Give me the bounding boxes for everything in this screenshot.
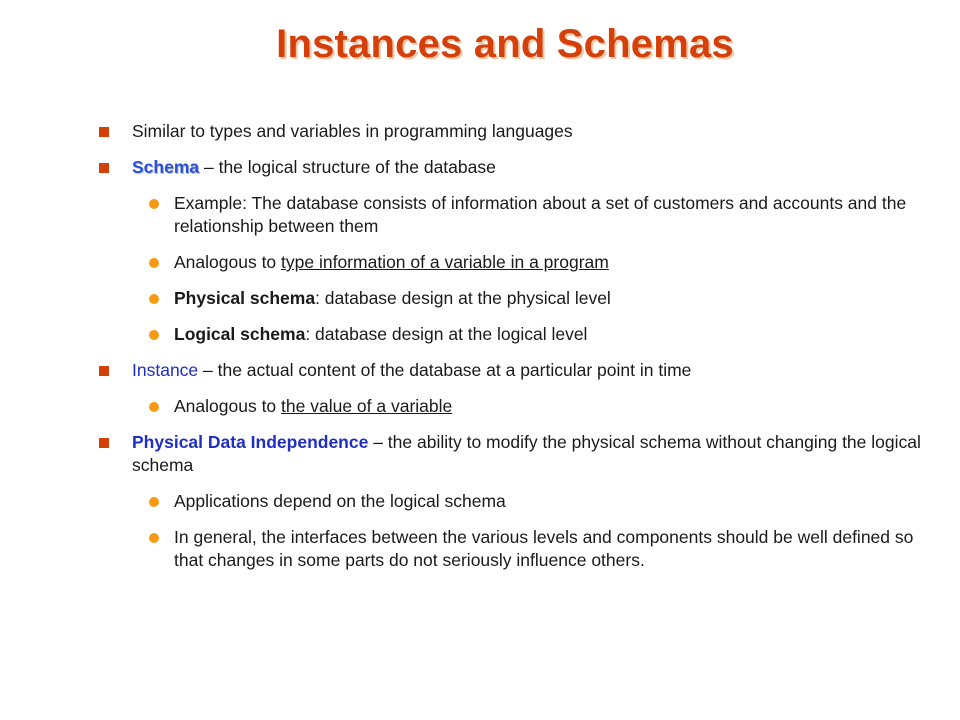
bullet-text: Similar to types and variables in programming languages [132, 121, 573, 141]
bullet-item [98, 431, 938, 477]
sub-bullet-text: : database design at the physical level [315, 288, 611, 308]
sub-bullet-item [98, 526, 938, 572]
underlined-phrase: the value of a variable [281, 396, 453, 416]
round-bullet-icon [149, 533, 159, 543]
underlined-phrase: type information of a variable in a program [281, 252, 609, 272]
sub-bullet-text: Example: The database consists of information about a set of customers and accounts and the relationship between them [174, 193, 907, 236]
sub-bullet-item [98, 192, 938, 238]
sub-bullet-item [98, 490, 938, 513]
sub-bullet-text: In general, the interfaces between the various levels and components should be well defined so that changes in some parts do not seriously influence others. [174, 527, 914, 570]
sub-bullet-item [98, 323, 938, 346]
sub-bullet-text: : database design at the logical level [305, 324, 588, 344]
bullet-text: – the ability to modify the physical schema without changing the logical schema [132, 432, 921, 475]
sub-bullet-text: Applications depend on the logical schema [174, 491, 506, 511]
round-bullet-icon [149, 402, 159, 412]
sub-bullet-item [98, 287, 938, 310]
sub-bullet-item [98, 395, 938, 418]
term-physical-data-independence: Physical Data Independence [132, 432, 369, 452]
bullet-text: – the logical structure of the database [199, 157, 496, 177]
round-bullet-icon [149, 294, 159, 304]
bullet-item [98, 156, 938, 179]
sub-bullet-text: Analogous to [174, 252, 282, 272]
round-bullet-icon [149, 497, 159, 507]
term-schema: Schema [132, 157, 200, 177]
slide-title: Instances and Schemas [276, 22, 734, 66]
round-bullet-icon [149, 258, 159, 268]
bullet-item [98, 120, 938, 143]
bullet-item [98, 359, 938, 382]
term-instance: Instance [132, 360, 199, 380]
term-physical-schema: Physical schema [174, 288, 316, 308]
square-bullet-icon [99, 163, 109, 173]
sub-bullet-text: Analogous to [174, 396, 282, 416]
round-bullet-icon [149, 199, 159, 209]
square-bullet-icon [99, 127, 109, 137]
sub-bullet-item [98, 251, 938, 274]
round-bullet-icon [149, 330, 159, 340]
term-logical-schema: Logical schema [174, 324, 306, 344]
square-bullet-icon [99, 438, 109, 448]
slide-content [98, 120, 938, 585]
square-bullet-icon [99, 366, 109, 376]
bullet-text: – the actual content of the database at a particular point in time [198, 360, 692, 380]
